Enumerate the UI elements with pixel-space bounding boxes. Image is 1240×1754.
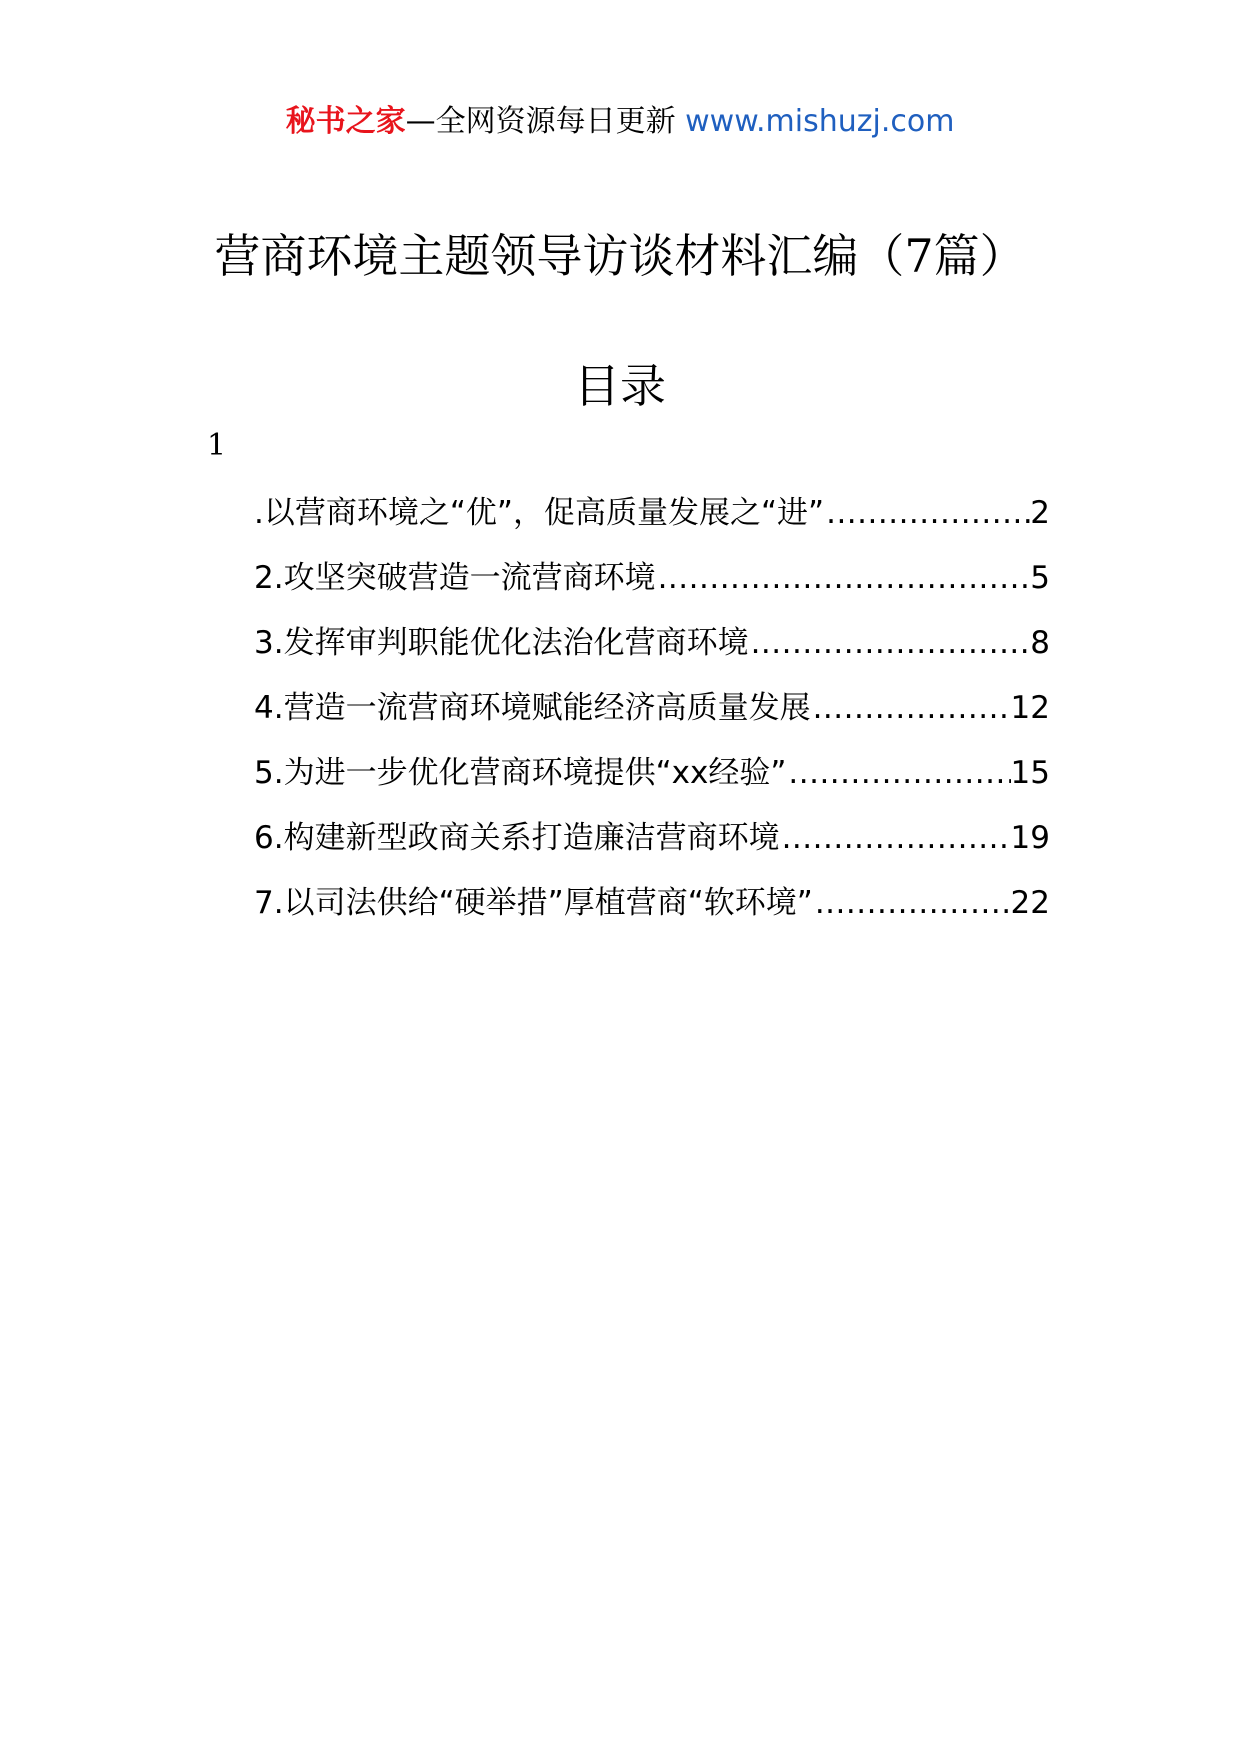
document-title-suffix: 篇） xyxy=(933,229,1026,283)
toc-leader-dots xyxy=(813,879,1011,927)
toc-entry-3[interactable] xyxy=(254,619,1050,684)
toc-entry-title: 5.为进一步优化营商环境提供“xx经验” xyxy=(254,755,787,791)
toc-entry-5[interactable] xyxy=(254,749,1050,814)
toc-entry-4[interactable] xyxy=(254,684,1050,749)
stray-list-number: 1 xyxy=(207,428,227,463)
site-header xyxy=(0,102,1240,142)
toc-leader-dots xyxy=(811,684,1011,732)
toc-leader-dots xyxy=(824,489,1030,537)
toc-entry-title: 6.构建新型政商关系打造廉洁营商环境 xyxy=(254,820,780,856)
toc-entry-title: 3.发挥审判职能优化法治化营商环境 xyxy=(254,625,749,661)
toc-entry-title: 4.营造一流营商环境赋能经济高质量发展 xyxy=(254,690,811,726)
toc-entry-page: 12 xyxy=(1010,690,1050,726)
toc-leader-dots xyxy=(656,554,1031,602)
toc-leader-dots xyxy=(786,749,1010,797)
toc-entry-page: 5 xyxy=(1030,560,1050,596)
toc-entry-title: 2.攻坚突破营造一流营商环境 xyxy=(254,560,656,596)
toc-entry-page: 15 xyxy=(1010,755,1050,791)
document-title-main: 营商环境主题领导访谈材料汇编（ xyxy=(214,229,905,283)
toc-entry-page: 22 xyxy=(1010,885,1050,921)
site-slogan: —全网资源每日更新 xyxy=(405,104,676,139)
toc-heading: 目录 xyxy=(574,359,666,413)
toc-leader-dots xyxy=(749,619,1031,667)
toc-entry-page: 19 xyxy=(1010,820,1050,856)
site-name: 秘书之家 xyxy=(285,104,406,139)
toc-entry-title: 7.以司法供给“硬举措”厚植营商“软环境” xyxy=(254,885,813,921)
document-title xyxy=(0,226,1240,286)
toc-entry-2[interactable] xyxy=(254,554,1050,619)
document-title-count: 7 xyxy=(904,229,934,283)
toc-leader-dots xyxy=(780,814,1011,862)
toc-entry-1[interactable] xyxy=(254,489,1050,554)
toc-entry-page: 8 xyxy=(1030,625,1050,661)
toc-entry-6[interactable] xyxy=(254,814,1050,879)
site-url-link[interactable]: www.mishuzj.com xyxy=(685,104,955,139)
table-of-contents xyxy=(254,489,1050,944)
toc-entry-title: .以营商环境之“优”，促高质量发展之“进” xyxy=(254,495,825,531)
toc-entry-7[interactable] xyxy=(254,879,1050,944)
toc-entry-page: 2 xyxy=(1030,495,1050,531)
